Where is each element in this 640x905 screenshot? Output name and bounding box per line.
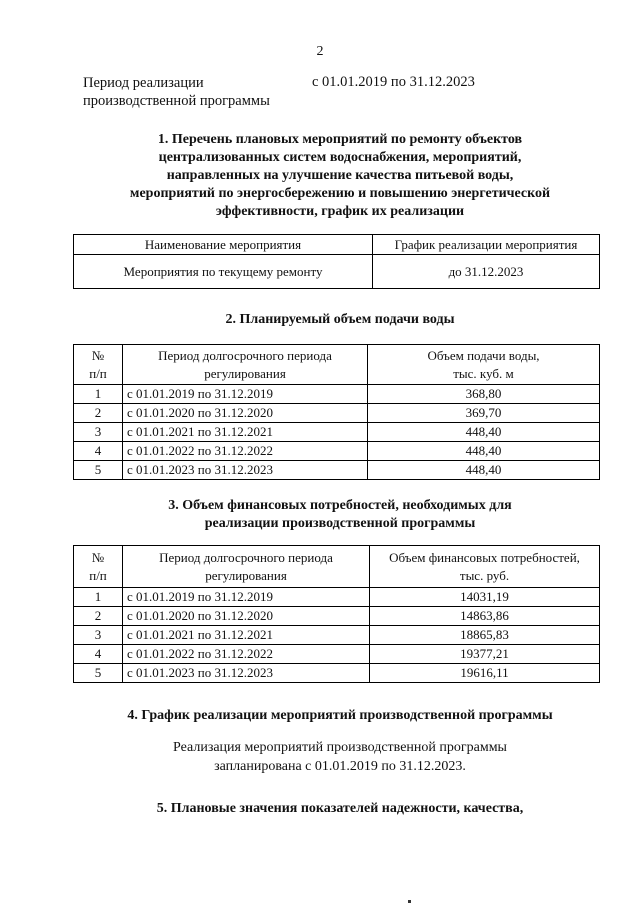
row-value: 448,40 <box>368 442 600 461</box>
row-period: с 01.01.2023 по 31.12.2023 <box>123 664 370 683</box>
row-num: 5 <box>74 461 123 480</box>
section1-title <box>60 131 620 221</box>
table-row <box>74 404 600 423</box>
header-num-line1: № <box>91 549 105 565</box>
row-value: 19377,21 <box>370 645 600 664</box>
table-row <box>74 664 600 683</box>
row-period: с 01.01.2021 по 31.12.2021 <box>123 626 370 645</box>
section4-text-line1: Реализация мероприятий производственной программы <box>173 740 507 755</box>
period-value: с 01.01.2019 по 31.12.2023 <box>312 74 475 90</box>
row-num: 3 <box>74 423 123 442</box>
header-finance-line1: Объем финансовых потребностей, <box>389 549 580 565</box>
header-measure-schedule: График реализации мероприятия <box>373 235 600 255</box>
period-label <box>83 74 303 110</box>
row-value: 369,70 <box>368 404 600 423</box>
section2-title: 2. Планируемый объем подачи воды <box>225 312 455 327</box>
period-label-line1: Период реализации <box>83 75 204 91</box>
row-period: с 01.01.2022 по 31.12.2022 <box>123 442 368 461</box>
table-row <box>74 607 600 626</box>
section1-title-line: эффективности, график их реализации <box>215 204 465 219</box>
row-num: 1 <box>74 588 123 607</box>
section4-title: 4. График реализации мероприятий производственной программы <box>127 708 553 723</box>
section3-title <box>60 497 620 533</box>
row-num: 1 <box>74 385 123 404</box>
header-period-line1: Период долгосрочного периода <box>158 347 332 363</box>
row-num: 5 <box>74 664 123 683</box>
table-row <box>74 645 600 664</box>
header-finance <box>370 546 600 588</box>
page-number: 2 <box>316 44 324 59</box>
section4-text <box>60 738 620 776</box>
header-period <box>123 345 368 385</box>
row-value: 448,40 <box>368 461 600 480</box>
measures-table <box>73 234 600 289</box>
header-volume <box>368 345 600 385</box>
header-period-line2: регулирования <box>204 365 286 381</box>
table-header-row <box>74 345 600 385</box>
section4-text-line2: запланирована с 01.01.2019 по 31.12.2023. <box>214 759 466 774</box>
row-period: с 01.01.2022 по 31.12.2022 <box>123 645 370 664</box>
financial-needs-table <box>73 545 600 683</box>
table-row <box>74 442 600 461</box>
section3-title-line2: реализации производственной программы <box>204 516 476 531</box>
header-num-line2: п/п <box>89 567 107 583</box>
table-header-row <box>74 235 600 255</box>
row-num: 2 <box>74 607 123 626</box>
header-period-line2: регулирования <box>205 567 287 583</box>
header-num-line2: п/п <box>89 365 107 381</box>
row-period: с 01.01.2019 по 31.12.2019 <box>123 588 370 607</box>
row-period: с 01.01.2019 по 31.12.2019 <box>123 385 368 404</box>
row-value: 14863,86 <box>370 607 600 626</box>
section1-title-line: 1. Перечень плановых мероприятий по ремонту объектов <box>157 132 523 147</box>
header-period <box>123 546 370 588</box>
table-row <box>74 588 600 607</box>
row-num: 2 <box>74 404 123 423</box>
row-num: 4 <box>74 645 123 664</box>
section3-title-line1: 3. Объем финансовых потребностей, необходимых для <box>168 498 512 513</box>
section5-title: 5. Плановые значения показателей надежности, качества, <box>156 801 524 816</box>
table-row <box>74 461 600 480</box>
row-value: 14031,19 <box>370 588 600 607</box>
water-supply-table <box>73 344 600 480</box>
table-row <box>74 423 600 442</box>
header-measure-name: Наименование мероприятия <box>74 235 373 255</box>
table-row <box>74 255 600 289</box>
row-period: с 01.01.2020 по 31.12.2020 <box>123 607 370 626</box>
row-value: 19616,11 <box>370 664 600 683</box>
row-num: 4 <box>74 442 123 461</box>
header-period-line1: Период долгосрочного периода <box>159 549 333 565</box>
row-period: с 01.01.2020 по 31.12.2020 <box>123 404 368 423</box>
header-num <box>74 345 123 385</box>
row-value: 368,80 <box>368 385 600 404</box>
scan-artifact <box>408 900 411 903</box>
table-header-row <box>74 546 600 588</box>
header-finance-line2: тыс. руб. <box>459 567 510 583</box>
row-period: с 01.01.2023 по 31.12.2023 <box>123 461 368 480</box>
section1-title-line: направленных на улучшение качества питьевой воды, <box>166 168 514 183</box>
header-num-line1: № <box>91 347 105 363</box>
period-label-line2: производственной программы <box>83 93 270 109</box>
section1-title-line: централизованных систем водоснабжения, мероприятий, <box>158 150 522 165</box>
row-num: 3 <box>74 626 123 645</box>
table-row <box>74 385 600 404</box>
header-volume-line2: тыс. куб. м <box>453 365 514 381</box>
table-row <box>74 626 600 645</box>
section1-title-line: мероприятий по энергосбережению и повышению энергетической <box>129 186 551 201</box>
measure-schedule-cell: до 31.12.2023 <box>373 255 600 289</box>
header-num <box>74 546 123 588</box>
row-period: с 01.01.2021 по 31.12.2021 <box>123 423 368 442</box>
header-volume-line1: Объем подачи воды, <box>427 347 540 363</box>
measure-name-cell: Мероприятия по текущему ремонту <box>74 255 373 289</box>
row-value: 18865,83 <box>370 626 600 645</box>
row-value: 448,40 <box>368 423 600 442</box>
